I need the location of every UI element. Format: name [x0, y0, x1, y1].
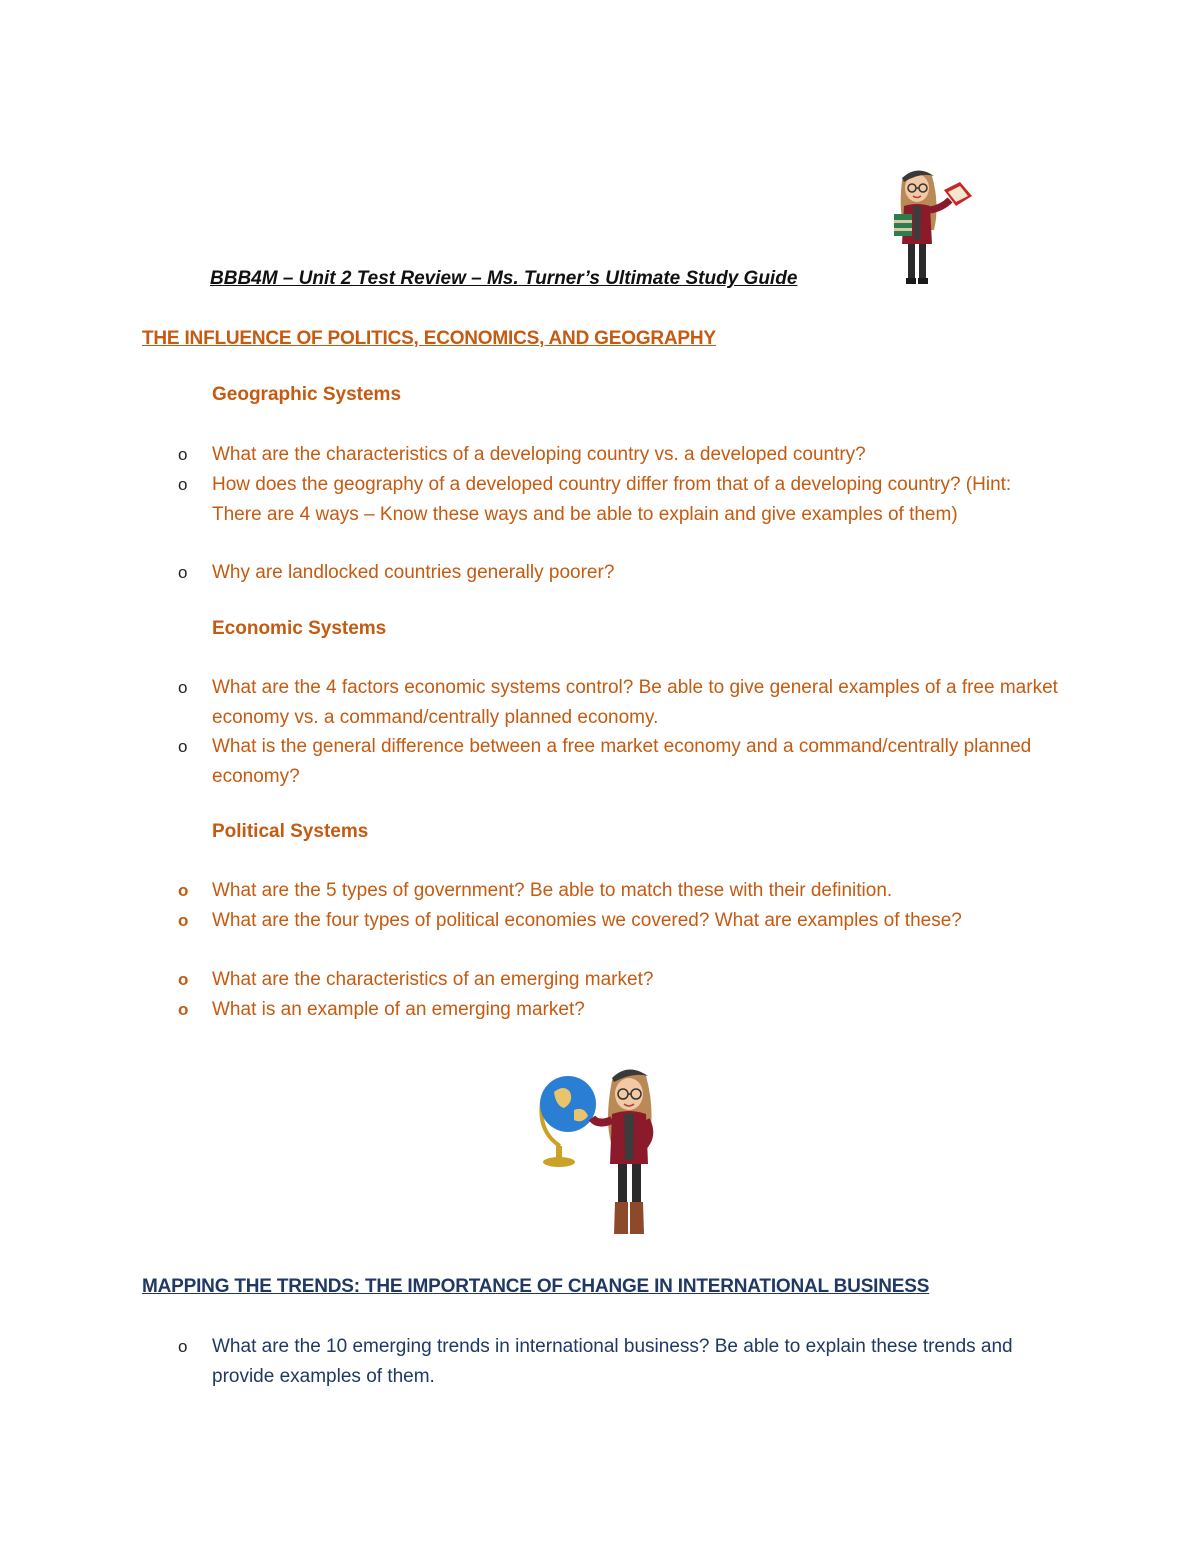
bold-bullet-icon: o	[178, 1000, 189, 1019]
teacher-with-globe-icon	[530, 1062, 670, 1242]
hollow-bullet-icon: o	[178, 1337, 188, 1356]
list-item: o What are the 10 emerging trends in international business? Be able to explain these trends and provide examples of them.	[178, 1332, 1058, 1392]
list-item: o What are the 4 factors economic systems control? Be able to give general examples of a free market economy vs. a command/centrally planned economy.	[178, 673, 1058, 733]
section-heading-mapping-the-trends: MAPPING THE TRENDS: THE IMPORTANCE OF CHANGE IN INTERNATIONAL BUSINESS	[142, 1276, 930, 1297]
section-heading-politics-economics-geography: THE INFLUENCE OF POLITICS, ECONOMICS, AND GEOGRAPHY	[142, 328, 716, 349]
list-item: o Why are landlocked countries generally poorer?	[178, 558, 1058, 588]
subheading-economic-systems: Economic Systems	[212, 618, 387, 639]
hollow-bullet-icon: o	[178, 678, 188, 697]
list-item: o What is the general difference between a free market economy and a command/centrally planned economy?	[178, 732, 1058, 792]
list-item: o What are the 5 types of government? Be able to match these with their definition.	[178, 876, 1058, 906]
hollow-bullet-icon: o	[178, 445, 188, 464]
bold-bullet-icon: o	[178, 970, 189, 989]
bold-bullet-icon: o	[178, 881, 189, 900]
list-item: o What are the characteristics of a developing country vs. a developed country?	[178, 440, 1058, 470]
list-item: o What are the four types of political economies we covered? What are examples of these?	[178, 906, 1058, 936]
list-item: o What is an example of an emerging market?	[178, 995, 1058, 1025]
list-item: o What are the characteristics of an emerging market?	[178, 965, 1058, 995]
subheading-geographic-systems: Geographic Systems	[212, 384, 402, 405]
hollow-bullet-icon: o	[178, 475, 188, 494]
teacher-with-book-icon	[880, 160, 980, 290]
bold-bullet-icon: o	[178, 911, 189, 930]
list-item: o How does the geography of a developed country differ from that of a developing country? (Hint: There are 4 ways – Know these ways and be able to explain and give examples of them)	[178, 470, 1058, 530]
hollow-bullet-icon: o	[178, 737, 188, 756]
document-title: BBB4M – Unit 2 Test Review – Ms. Turner’s Ultimate Study Guide	[210, 268, 798, 289]
subheading-political-systems: Political Systems	[212, 821, 369, 842]
hollow-bullet-icon: o	[178, 563, 188, 582]
